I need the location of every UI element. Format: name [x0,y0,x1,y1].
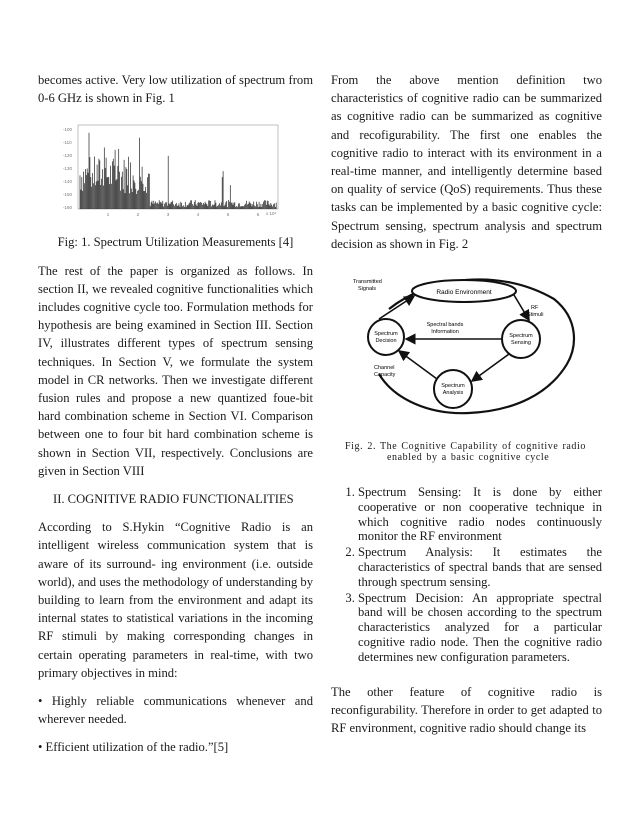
right-column [331,71,602,737]
left-column [38,71,313,757]
y-tick-label: -120 [63,153,73,159]
list-item: 2. Spectrum Analysis: It estimates the characteristics of spectral bands that are sensed through spectrum sensing. [358,545,602,589]
figure-1-caption: Fig: 1. Spectrum Utilization Measurements [4] [57,235,294,250]
list-item: 1. Spectrum Sensing: It is done by either cooperative or non cooperative technique in which cognitive radio nodes continuously monitor the RF environment [358,485,602,544]
spectrum-decision-label: Spectrum [374,331,398,338]
spectrum-analysis-node [434,370,472,408]
channel-label: Channel [374,365,395,372]
capacity-label: Capacity [374,372,396,379]
spectrum-plot [60,121,290,225]
definition-paragraph: From the above mention definition two characteristics of cognitive radio can be summarized as cognitive radio can be summarized as cognitive and recofigurability. The first one enables the cognitive radio to interact with its environment in a real-time manner, and intelligently determine based on quality of service (QoS) requirements. Thus these tasks can be implemented by a basic cognitive cycle: Spectrum sensing, spectrum analysis and spectrum decision as shown in Fig. 2 [331,73,602,251]
spectrum-analysis-label: Spectrum [441,383,465,390]
y-tick-label: -140 [63,179,73,185]
x-tick-label: 3 [166,212,170,218]
arrow-analysis-to-decision [399,351,437,379]
x-tick-label: 6 [256,212,260,218]
y-tick-label: -110 [63,140,72,146]
spectral-bands-label: Spectral bands [426,322,464,329]
figure-2-caption-line1: Fig. 2. The Cognitive Capability of cognitive radio [345,441,586,453]
spectrum-sensing-label: Spectrum [509,333,533,340]
radio-environment-label: Radio Environment [436,289,492,297]
spectrum-decision-label: Decision [375,338,397,345]
signals-label: Signals [358,286,377,293]
x-tick-label: 4 [196,212,200,218]
organization-paragraph: The rest of the paper is organized as follows. In section II, we revealed cognitive functionalities which includes cognitive cycle too. Formulation methods for hypothesis are being examined in Section III. Section IV, illustrates different types of spectrum sensing techniques. In Section V, we formulate the system model in CR networks. Then we investigate different fusion rules and propose a new quantized foue-bit hard combination scheme in Section VI. Comparison between one to four bit hard combination scheme is shown in Section VII, respectively. Conclusions are given in Section VIII [38,263,313,478]
figure-2-caption [331,441,602,463]
x-tick-label: 5 [226,212,230,218]
bullet-item: • Highly reliable communications whenever and wherever needed. [38,694,313,727]
rf-label: RF [531,305,539,312]
figure-2 [349,269,589,419]
y-tick-label: -130 [63,166,73,172]
y-tick-label: -100 [63,127,73,133]
spectrum-sensing-label: Sensing [511,340,531,347]
reconfigurability-paragraph: The other feature of cognitive radio is reconfigurability. Therefore in order to get adapted to RF environment, cognitive radio should change its [331,684,602,735]
y-tick-label: -150 [63,192,73,198]
transmitted-label: Transmitted [353,279,382,286]
spectrum-analysis-label: Analysis [442,390,464,397]
figure-2-caption-line2: enabled by a basic cognitive cycle [387,452,550,464]
x-exponent-label: x 10⁴ [266,211,277,217]
list-item: 3. Spectrum Decision: An appropriate spectral band will be chosen according to the spectrum characteristics analyzed for a particular cognitive radio node. Then the cognitive radio determines new configuration parameters. [358,591,602,665]
arrow-decision-to-environment [379,296,414,319]
stimuli-label: Stimuli [527,312,544,319]
x-tick-label: 1 [106,212,110,218]
section-heading: II. COGNITIVE RADIO FUNCTIONALITIES [53,492,294,507]
cycle-steps-list [331,485,602,665]
figure-1 [60,121,290,225]
x-tick-label: 2 [136,212,140,218]
y-tick-label: -160 [63,205,73,211]
bullet-item: • Efficient utilization of the radio.”[5] [38,740,229,755]
hykin-paragraph: According to S.Hykin “Cognitive Radio is an intelligent wireless communication system that is aware of its surround- ing environment (i.e. outside world), and uses the methodology of understanding by building to learn from the environment and adapt its internal states to statistical variations in the incoming RF stimuli by making corresponding changes in certain operating parameters in real-time, with two primary objectives in mind: [38,520,313,680]
information-label: Information [431,329,459,336]
spectrum-decision-node [368,319,404,355]
intro-paragraph: becomes active. Very low utilization of spectrum from 0-6 GHz is shown in Fig. 1 [38,73,313,106]
spectrum-sensing-node [502,320,540,358]
cognitive-cycle-diagram [349,269,589,419]
arrow-sensing-to-analysis [472,354,509,381]
